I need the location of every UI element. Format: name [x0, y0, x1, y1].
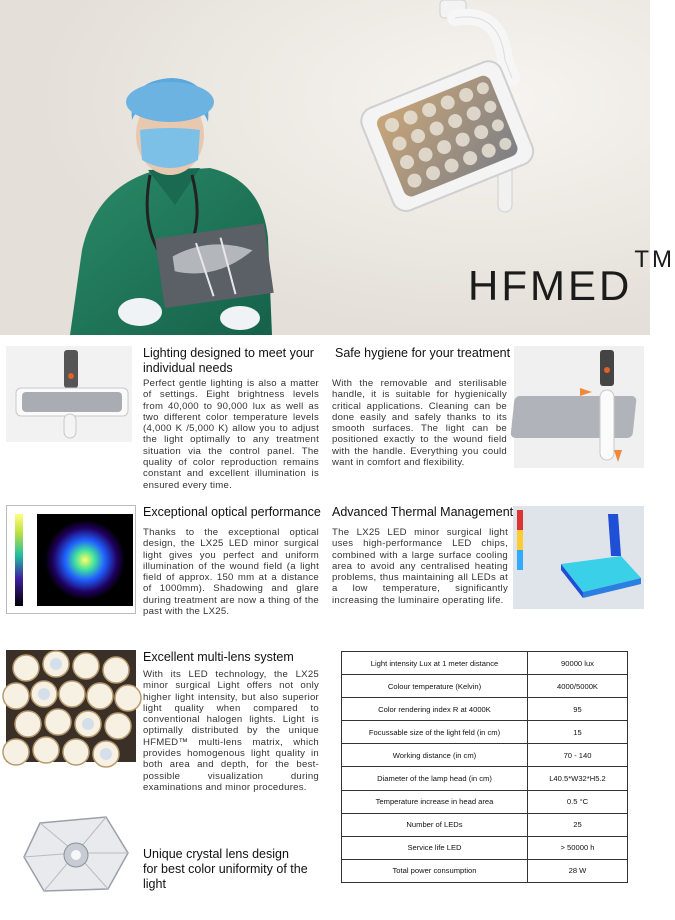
brand-logo: HFMED™ — [468, 246, 675, 309]
optical-heatmap-image — [6, 505, 136, 614]
spec-row — [342, 767, 628, 790]
spec-value: 0.5 °C — [528, 790, 628, 813]
spec-label: Temperature increase in head area — [342, 790, 528, 813]
hygiene-title: Safe hygiene for your treatment — [335, 346, 511, 360]
multilens-title: Excellent multi-lens system — [143, 650, 294, 664]
spec-row — [342, 721, 628, 744]
spec-row — [342, 698, 628, 721]
spec-row — [342, 675, 628, 698]
spec-row — [342, 836, 628, 859]
spec-value: > 50000 h — [528, 836, 628, 859]
spec-label: Diameter of the lamp head (in cm) — [342, 767, 528, 790]
spec-label: Number of LEDs — [342, 813, 528, 836]
thermal-title: Advanced Thermal Management — [332, 505, 514, 519]
spec-value: 70 - 140 — [528, 744, 628, 767]
crystal-title-line2: for best color uniformity of the light — [143, 862, 308, 891]
spec-table — [341, 651, 628, 883]
spec-row — [342, 744, 628, 767]
spec-label: Focussable size of the light feld (in cm) — [342, 721, 528, 744]
spec-value: 4000/5000K — [528, 675, 628, 698]
crystal-title-line1: Unique crystal lens design — [143, 847, 289, 861]
spec-value: 90000 lux — [528, 652, 628, 675]
hygiene-handle-image — [514, 346, 644, 468]
spec-label: Total power consumption — [342, 859, 528, 882]
spec-value: 95 — [528, 698, 628, 721]
spec-value: 28 W — [528, 859, 628, 882]
multilens-text: With its LED technology, the LX25 minor surgical Light offers not only higher light intensity, but also superior light quality when compared to conventional halogen lights. Light is optimally distributed by the unique HFMED™ multi-lens matrix, which provides homogenous light quality in both area and depth, for the best-possible visualization during examinations and minor procedures. — [143, 669, 319, 793]
crystal-title — [143, 847, 333, 892]
spec-label: Color rendering index R at 4000K — [342, 698, 528, 721]
multilens-image — [6, 650, 136, 762]
lighting-lamp-image — [6, 346, 132, 442]
optical-text: Thanks to the exceptional optical design, the LX25 LED minor surgical light gives you perfect and uniform illumination of the wound field (a light field of approx. 150 mm at a distance of 1000mm). Shadowing and glare during treatment are now a thing of the past with the LX25. — [143, 527, 319, 618]
optical-title: Exceptional optical performance — [143, 505, 321, 519]
spec-value: 15 — [528, 721, 628, 744]
spec-label: Colour temperature (Kelvin) — [342, 675, 528, 698]
hygiene-text: With the removable and sterilisable handle, it is suitable for hygienically critical applications. Cleaning can be done easily and safely thanks to its smooth surfaces. The light can be positioned exactly to the wound field with the handle. Everything you could want in comfort and flexibility. — [332, 378, 507, 469]
spec-row — [342, 652, 628, 675]
thermal-text: The LX25 LED minor surgical light uses high-performance LED chips, combined with a large surface cooling area to avoid any centralised heating problems, thus maintaining all LEDs at a low temperature, significantly increasing the luminaire operating life. — [332, 527, 508, 606]
spec-row — [342, 859, 628, 882]
lighting-text: Perfect gentle lighting is also a matter of settings. Eight brightness levels from 40,000 to 90,000 lux as well as two different color temperature levels (4,000 K /5,000 K) allow you to adjust the light optimally to any treatment situation via the control panel. The quality of color reproduction remains constant and excellent illumination is ensured every time. — [143, 378, 319, 491]
spec-label: Working distance (in cm) — [342, 744, 528, 767]
spec-label: Light intensity Lux at 1 meter distance — [342, 652, 528, 675]
spec-row — [342, 790, 628, 813]
lighting-title: Lighting designed to meet your individual needs — [143, 346, 314, 375]
spec-value: 25 — [528, 813, 628, 836]
crystal-lens-image — [20, 813, 132, 895]
spec-row — [342, 813, 628, 836]
hero-banner — [0, 0, 675, 335]
spec-value: L40.5*W32*H5.2 — [528, 767, 628, 790]
thermal-simulation-image — [513, 506, 644, 609]
spec-label: Service life LED — [342, 836, 528, 859]
